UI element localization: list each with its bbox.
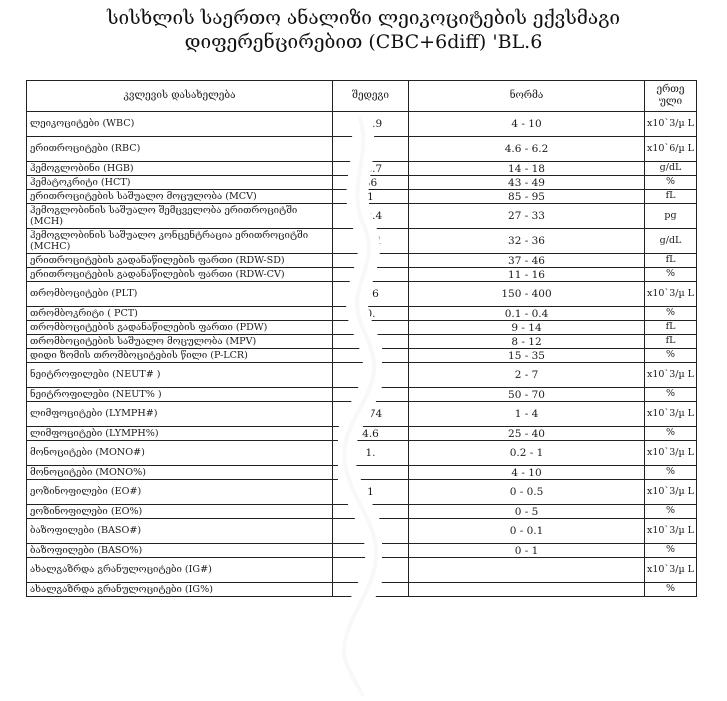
unit-cell: x10`3/µ L [645,402,697,427]
test-name-cell: ლეიკოციტები (WBC) [27,112,333,137]
unit-cell: x10`3/µ L [645,282,697,307]
header-test-name: კვლევის დასახელება [27,81,333,112]
norm-cell: 0 - 0.1 [409,519,645,544]
norm-cell [409,583,645,597]
test-name-cell: ჰემოგლობინის საშუალო კონცენტრაცია ერითროციტში (MCHC) [27,229,333,254]
unit-cell: g/dL [645,229,697,254]
norm-cell: 25 - 40 [409,427,645,441]
results-table [26,80,697,597]
unit-cell: % [645,176,697,190]
unit-cell: % [645,349,697,363]
table-row [27,335,697,349]
norm-cell: 2 - 7 [409,363,645,388]
test-name-cell: თრომბოციტები (PLT) [27,282,333,307]
test-name-cell: ერითროციტები (RBC) [27,137,333,162]
table-row [27,268,697,282]
norm-cell: 0 - 0.5 [409,480,645,505]
norm-cell: 27 - 33 [409,204,645,229]
result-cell: 15 [333,363,409,388]
test-name-cell: ჰემოგლობინი (HGB) [27,162,333,176]
test-name-cell: ნეიტროფილები (NEUT# ) [27,363,333,388]
norm-cell: 4 - 10 [409,466,645,480]
unit-cell: fL [645,321,697,335]
table-row [27,176,697,190]
table-row [27,480,697,505]
table-row [27,544,697,558]
unit-cell: % [645,307,697,321]
result-cell: 3 8 [333,349,409,363]
unit-cell: % [645,268,697,282]
test-name-cell: ნეიტროფილები (NEUT% ) [27,388,333,402]
table-body [27,112,697,597]
result-cell: 4 [333,268,409,282]
unit-cell: fL [645,190,697,204]
norm-cell: 43 - 49 [409,176,645,190]
result-cell [333,466,409,480]
unit-cell: fL [645,254,697,268]
test-name-cell: ეოზინოფილები (EO%) [27,505,333,519]
unit-cell: fL [645,335,697,349]
test-name-cell: მონოციტები (MONO%) [27,466,333,480]
result-cell: 1. [333,441,409,466]
unit-cell: x10`3/µ L [645,363,697,388]
unit-cell: % [645,583,697,597]
table-header-row [27,81,697,112]
header-result: შედეგი [333,81,409,112]
table-row [27,282,697,307]
result-cell [333,544,409,558]
table-row [27,229,697,254]
test-name-cell: ჰემატოკრიტი (HCT) [27,176,333,190]
header-norm: ნორმა [409,81,645,112]
table-row [27,388,697,402]
unit-cell: x10`3/µ L [645,112,697,137]
result-cell: 8 [333,335,409,349]
unit-cell: g/dL [645,162,697,176]
norm-cell: 4 - 10 [409,112,645,137]
norm-cell: 0.1 - 0.4 [409,307,645,321]
norm-cell: 8 - 12 [409,335,645,349]
norm-cell: 14 - 18 [409,162,645,176]
table-row [27,190,697,204]
norm-cell: 4.6 - 6.2 [409,137,645,162]
test-name-cell: ახალგაზრდა გრანულოციტები (IG#) [27,558,333,583]
document-title [0,6,727,54]
result-cell: 36 [333,176,409,190]
norm-cell: 0 - 1 [409,544,645,558]
norm-cell [409,558,645,583]
result-cell: 29.4 [333,204,409,229]
norm-cell: 50 - 70 [409,388,645,402]
test-name-cell: თრომბოციტების გადანაწილების ფართი (PDW) [27,321,333,335]
test-name-cell: ბაზოფილები (BASO%) [27,544,333,558]
table-row [27,402,697,427]
table-row [27,363,697,388]
table-row [27,583,697,597]
result-cell: 2 [333,558,409,583]
result-cell: 0. [333,307,409,321]
result-cell: 32 [333,254,409,268]
table-row [27,137,697,162]
test-name-cell: ერითროციტების საშუალო მოცულობა (MCV) [27,190,333,204]
table-row [27,441,697,466]
title-line-2: დიფერენცირებით (CBC+6diff) 'BL.6 [184,31,543,53]
result-cell: 1 [333,480,409,505]
test-name-cell: ლიმფოციტები (LYMPH%) [27,427,333,441]
result-cell: 1 [333,583,409,597]
result-cell: 15.9 [333,112,409,137]
table-row [27,307,697,321]
table-row [27,519,697,544]
table-row [27,162,697,176]
norm-cell: 37 - 46 [409,254,645,268]
unit-cell: x10`3/µ L [645,519,697,544]
unit-cell: % [645,388,697,402]
result-cell: 2 6 [333,282,409,307]
test-name-cell: ერითროციტების გადანაწილების ფართი (RDW-CV) [27,268,333,282]
table-row [27,558,697,583]
result-cell [333,505,409,519]
test-name-cell: ლიმფოციტები (LYMPH#) [27,402,333,427]
norm-cell: 32 - 36 [409,229,645,254]
test-name-cell: თრომბოკრიტი ( PCT) [27,307,333,321]
norm-cell: 11 - 16 [409,268,645,282]
test-name-cell: ეოზინოფილები (EO#) [27,480,333,505]
test-name-cell: ბაზოფილები (BASO#) [27,519,333,544]
unit-cell: x10`3/µ L [645,480,697,505]
table-row [27,349,697,363]
title-line-1: სისხლის საერთო ანალიზი ლეიკოციტების ექვსმაგი [106,7,621,29]
test-name-cell: ჰემოგლობინის საშუალო შემცველობა ერითროციტში (MCH) [27,204,333,229]
table-row [27,427,697,441]
unit-cell: x10`6/µ L [645,137,697,162]
header-unit: ერთე ული [645,81,697,112]
norm-cell: 0 - 5 [409,505,645,519]
result-cell: 35.1 [333,229,409,254]
unit-cell: % [645,466,697,480]
test-name-cell: თრომბოციტების საშუალო მოცულობა (MPV) [27,335,333,349]
norm-cell: 15 - 35 [409,349,645,363]
unit-cell: % [645,427,697,441]
norm-cell: 0.2 - 1 [409,441,645,466]
unit-cell: pg [645,204,697,229]
result-cell: 12.7 [333,162,409,176]
test-name-cell: ერითროციტების გადანაწილების ფართი (RDW-SD) [27,254,333,268]
norm-cell: 85 - 95 [409,190,645,204]
result-cell [333,388,409,402]
norm-cell: 150 - 400 [409,282,645,307]
test-name-cell: დიდი ზომის თრომბოციტების წილი (P-LCR) [27,349,333,363]
unit-cell: % [645,544,697,558]
table-row [27,505,697,519]
result-cell: 4.6 [333,427,409,441]
norm-cell: 9 - 14 [409,321,645,335]
unit-cell: x10`3/µ L [645,441,697,466]
table-row [27,466,697,480]
result-cell: 1 [333,321,409,335]
table-row [27,204,697,229]
unit-cell: % [645,505,697,519]
unit-cell: x10`3/µ L [645,558,697,583]
norm-cell: 1 - 4 [409,402,645,427]
test-name-cell: ახალგაზრდა გრანულოციტები (IG%) [27,583,333,597]
result-cell: 1 [333,190,409,204]
test-name-cell: მონოციტები (MONO#) [27,441,333,466]
result-cell: 0.74 [333,402,409,427]
table-row [27,254,697,268]
result-cell: 4 [333,137,409,162]
table-row [27,112,697,137]
table-row [27,321,697,335]
result-cell: 0 [333,519,409,544]
